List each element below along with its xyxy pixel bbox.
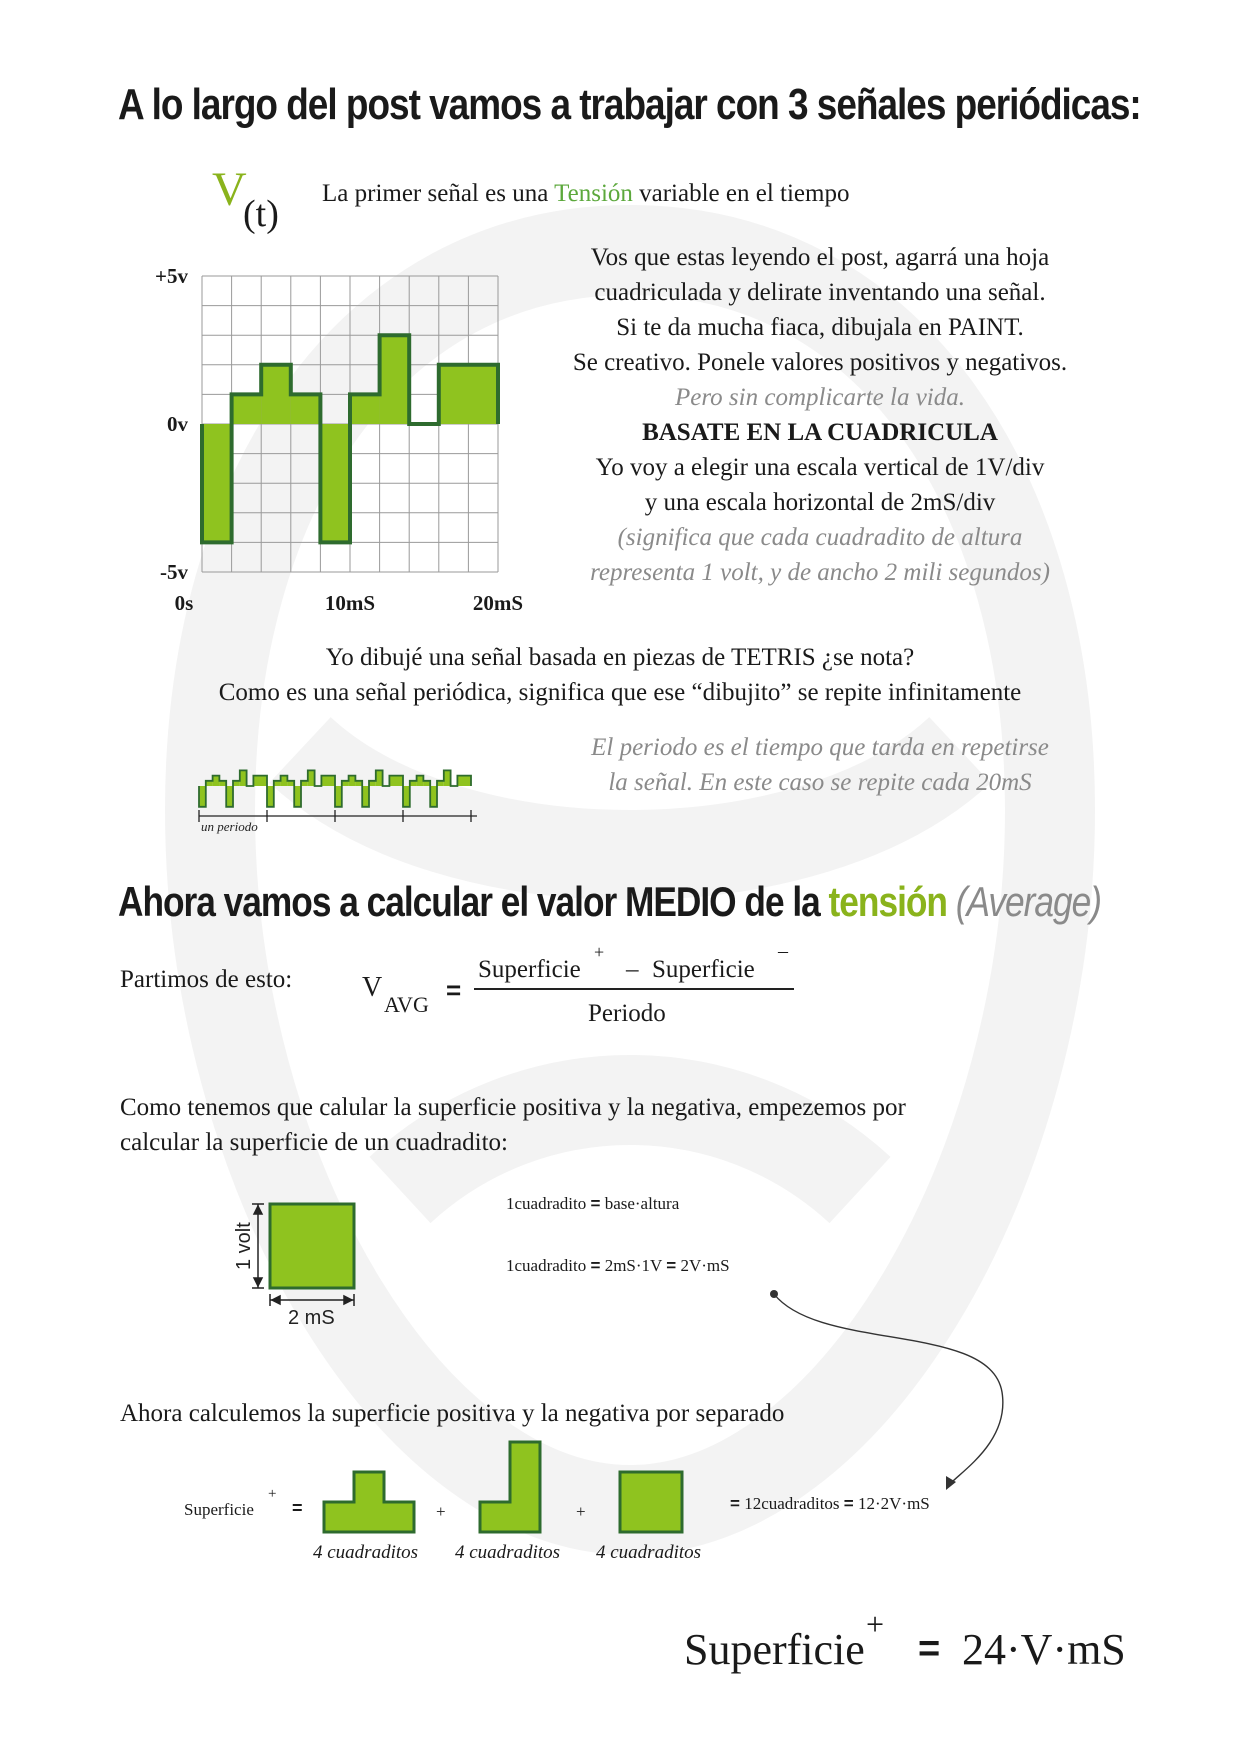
calc-lhs: 1cuadradito [506,1194,587,1213]
mini-wave-segment [335,786,342,807]
chart-area-segment [202,424,232,542]
formula-v: V [362,972,383,1003]
signal-chart [140,258,540,620]
sum-plus: + [576,1502,586,1521]
mini-wave-segment [294,786,301,807]
chart-area-segment [261,365,291,424]
chart-area-segment [232,394,262,424]
calc-eq: = [590,1256,601,1275]
mini-wave-segment [240,770,247,786]
calc-rhs2a: 2mS·1V [604,1256,662,1275]
calc-lhs: 1cuadradito [506,1256,587,1275]
page-title: A lo largo del post vamos a trabajar con 3 señales periódicas: [118,80,1141,129]
formula-num-a: Superficie [478,956,581,983]
mini-wave-line [267,770,335,806]
square-height-label: 1 volt [233,1222,255,1270]
mini-wave-line [199,770,267,806]
piece-t [322,1444,422,1536]
sum-label: Superficie [184,1500,254,1519]
piece-l [478,1440,548,1536]
vt-subscript: (t) [243,193,279,235]
ytick-label: -5v [160,560,188,584]
section-title-average [118,878,1101,926]
piece-t-shape [324,1472,414,1532]
square-intro-line: Como tenemos que calular la superficie positiva y la negativa, empezemos por [120,1094,906,1121]
instructions-line: y una escala horizontal de 2mS/div [644,489,996,516]
chart-ytick-labels [155,264,188,584]
sum-result [730,1494,930,1514]
chart-area-segment [439,365,498,424]
intro-sentence [322,180,849,208]
formula-fraction-bar [474,988,794,990]
mini-wave-segment [362,786,369,807]
sum-label-sup: + [268,1486,277,1502]
square-intro-line: calcular la superficie de un cuadradito: [120,1129,509,1156]
formula-equals: = [446,975,462,1005]
xtick-label: 10mS [324,591,376,615]
mini-wave-segment [281,776,288,786]
formula-minus: – [626,956,639,983]
final-value: 24·V·mS [962,1625,1126,1674]
mini-wave-segment [376,770,383,786]
mini-wave-line [403,770,471,806]
title2-pre: Ahora vamos a calcular el valor MEDIO de la [118,878,829,925]
separate-text: Ahora calculemos la superficie positiva y la negativa por separado [120,1400,785,1427]
mini-wave-segment [213,776,220,786]
arrow-head [946,1476,956,1490]
mini-wave-segment [321,776,335,786]
final-eq: = [918,1628,941,1670]
period-note-line: El periodo es el tiempo que tarda en repetirse [591,734,1049,761]
xtick-label: 20mS [472,591,524,615]
piece-o-caption: 4 cuadraditos [596,1542,702,1563]
final-label: Superficie [684,1625,865,1674]
instructions-line: representa 1 volt, y de ancho 2 mili segundos) [590,559,1050,586]
chart-area-segment [350,394,380,424]
mini-wave-segment [349,776,356,786]
instructions-line: Yo voy a elegir una escala vertical de 1V/div [595,454,1045,481]
curved-arrow [760,1282,1020,1502]
piece-o-shape [620,1472,682,1532]
instructions-line: (significa que cada cuadradito de altura [617,524,1023,551]
formula-intro: Partimos de esto: [120,966,293,993]
sum-eq: = [292,1498,303,1518]
formula-num-b: Superficie [652,956,755,983]
chart-area-segment [380,335,410,424]
calc-rhs2b: 2V·mS [680,1256,730,1275]
final-label-sup: + [866,1606,885,1642]
intro-word-tension: Tensión [554,180,633,207]
instructions-line: cuadriculada y delirate inventando una señal. [594,279,1046,306]
ytick-label: 0v [167,412,188,436]
mini-wave-segment [226,786,233,807]
formula-denominator: Periodo [588,1000,666,1027]
unit-square-diagram [222,1196,374,1334]
unit-square [270,1204,354,1288]
instructions-line: Si te da mucha fiaca, dibujala en PAINT. [616,314,1024,341]
intro-pre: La primer señal es una [322,180,555,207]
calc-rhs1: base·altura [604,1194,680,1213]
chart-xtick-labels [175,591,523,615]
calc-eq: = [590,1194,601,1213]
tetris-line-2: Como es una señal periódica, significa que ese “dibujito” se repite infinitamente [218,679,1022,706]
mini-wave-segment [444,770,451,786]
instructions-line: Vos que estas leyendo el post, agarrá una hoja [590,244,1050,271]
square-intro [120,1090,906,1160]
period-label: un periodo [201,819,258,834]
title2-post: (Average) [946,878,1101,925]
instructions-block [520,240,1120,590]
mini-wave-line [335,770,403,806]
piece-t-caption: 4 cuadraditos [313,1542,419,1563]
calc-eq: = [666,1256,677,1275]
intro-post: variable en el tiempo [632,180,850,207]
calc-line-1 [506,1194,679,1214]
instructions-line: BASATE EN LA CUADRICULA [642,419,998,446]
mini-wave-segment [308,770,315,786]
arrow-head [254,1206,262,1214]
mini-wave-segment [430,786,437,807]
vt-symbol: V [212,163,247,216]
mini-wave-segment [417,776,424,786]
chart-area-segment [320,424,350,542]
sum-result-b: 12·2V·mS [857,1494,930,1513]
sum-result-eq: = [730,1494,740,1513]
sum-result-a: 12cuadraditos [744,1494,840,1513]
formula-sub-avg: AVG [384,992,429,1017]
piece-l-caption: 4 cuadraditos [455,1542,561,1563]
mini-wave-segment [457,776,471,786]
title2-word-tension: tensión [828,878,947,925]
chart-area-segment [291,394,321,424]
mini-wave-segment [403,786,410,807]
mini-wave-segment [253,776,267,786]
period-note-line: la señal. En este caso se repite cada 20mS [608,769,1032,796]
piece-l-shape [480,1442,540,1532]
sum-plus: + [436,1502,446,1521]
instructions-line: Se creativo. Ponele valores positivos y negativos. [572,349,1068,376]
arrow-head [272,1296,280,1304]
mini-wave-segment [267,786,274,807]
tetris-line-1: Yo dibujé una señal basada en piezas de TETRIS ¿se nota? [325,644,915,671]
mini-wave-shape [199,770,471,806]
piece-o [618,1470,688,1536]
calc-line-2 [506,1256,730,1276]
period-note [520,730,1120,800]
arrow-head [344,1296,352,1304]
sum-result-eq: = [843,1494,854,1513]
mini-periodic-wave [195,744,485,836]
mini-wave-segment [389,776,403,786]
ytick-label: +5v [155,264,188,288]
instructions-line: Pero sin complicarte la vida. [675,384,965,411]
mini-wave-segment [199,786,206,807]
arrow-head [254,1278,262,1286]
formula-sup-minus: – [778,940,788,962]
square-width-label: 2 mS [288,1307,335,1329]
xtick-label: 0s [174,591,194,615]
arrow-tail-dot [770,1290,778,1298]
formula-sup-plus: + [594,942,605,962]
